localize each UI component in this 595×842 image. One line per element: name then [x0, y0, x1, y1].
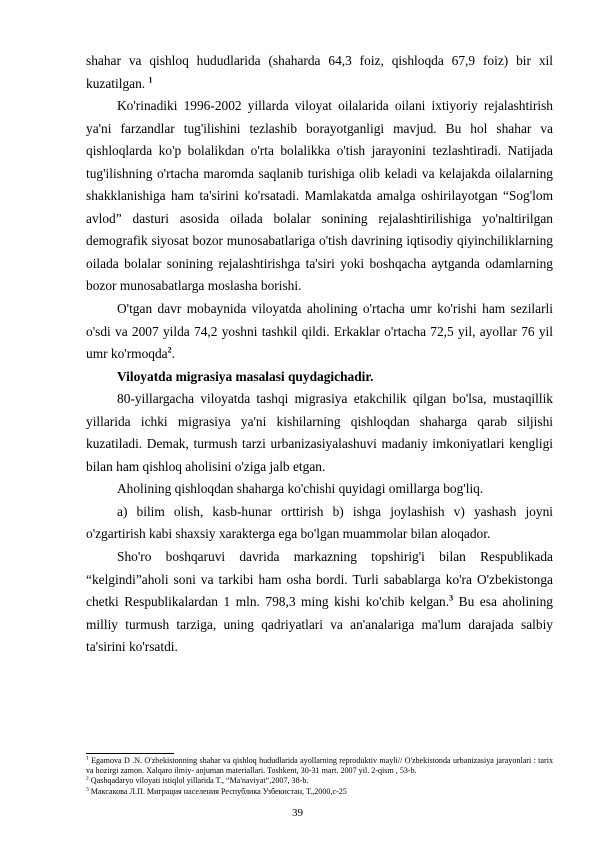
footnote-2-text: Qashqadaryo viloyati istiqlol yillarida T., “Ma'naviyat”,2007, 38-b. [88, 776, 309, 786]
footnote-ref-3[interactable]: 3 [449, 593, 454, 603]
paragraph-3-text: O'tgan davr mobaynida viloyatda aholining o'rtacha umr ko'rishi ham sezilarli o'sdi va 2007 yilda 74,2 yoshni tashkil qildi. Erkaklar o'rtacha 72,5 yil, ayollar 76 yil umr ko'rmoqda [86, 301, 553, 362]
footnote-1-text: Egamova D .N. O'zbekistonning shahar va qishloq hududlarida ayollarning reproduktiv mayli// O'zbekistonda urbanizasiya jarayonlari : tarix va hozirgi zamon. Xalqaro ilmiy- anjuman materiallari. Toshkent, 30-31 mart. 2007 yil. 2-qism , 53-b. [86, 756, 553, 776]
section-heading: Viloyatda migrasiya masalasi quydagichadir. [117, 368, 374, 384]
paragraph-7-continuation: Bu esa aholining milliy turmush tarziga, uning qadriyatlari va an'analariga ma'lum darajada salbiy ta'sirini ko'rsatdi. [86, 594, 553, 655]
footnote-1-number: 1 [86, 755, 89, 762]
footnote-1 [86, 756, 553, 776]
footnotes [86, 756, 553, 797]
paragraph-6: a) bilim olish, kasb-hunar orttirish b) ishga joylashish v) yashash joyni o'zgartirish kabi shaxsiy xarakterga ega bo'lgan muammolar bilan aloqador. [86, 503, 553, 542]
footnote-3 [86, 787, 553, 797]
paragraph-7-text: Sho'ro boshqaruvi davrida markazning topshirig'i bilan Respublikada “kelgindi”aholi soni va tarkibi ham osha bordi. Turli sabablarga ko'ra O'zbekistonga chetki Respublikalardan 1 mln. 798,3 ming kishi ko'chib kelgan. [86, 549, 553, 610]
body-text [86, 50, 553, 659]
footnote-2 [86, 776, 553, 786]
paragraph-1-text: shahar va qishloq hududlarida (shaharda 64,3 foiz, qishloqda 67,9 foiz) bir xil kuzatilgan. [86, 53, 553, 91]
paragraph-3-end: . [171, 346, 175, 362]
page-number: 39 [292, 807, 303, 819]
footnote-3-text: Максакова Л.П. Миграция населения Республика Узбекистан, Т.,2000,с-25 [88, 786, 347, 796]
paragraph-5: Aholining qishloqdan shaharga ko'chishi quyidagi omillarga bog'liq. [117, 481, 484, 497]
footnote-separator [86, 753, 174, 754]
paragraph-2: Ko'rinadiki 1996-2002 yillarda viloyat oilalarida oilani ixtiyoriy rejalashtirish ya'ni farzandlar tug'ilishini tezlashib borayotganligi mavjud. Bu hol shahar va qishloqlarda ko'p bolalikdan o'rta bolalikka o'tish jarayonini tezlashtiradi. Natijada tug'ilishning o'rtacha maromda saqlanib turishiga olib keladi va kelajakda oilalarning shakklanishiga ham ta'sirini ko'rsatadi. Mamlakatda amalga oshirilayotgan “Sog'lom avlod” dasturi asosida oilada bolalar sonining rejalashtirilishiga yo'naltirilgan demografik siyosat bozor munosabatlariga o'tish davrining iqtisodiy qiyinchiliklarning oilada bolalar sonining rejalashtirishga ta'siri yoki boshqacha aytganda odamlarning bozor munosabatlarga moslasha borishi. [86, 98, 553, 294]
footnote-ref-1[interactable]: 1 [148, 75, 153, 85]
paragraph-7 [86, 546, 553, 659]
footnote-2-number: 2 [86, 775, 89, 782]
paragraph-3 [86, 298, 553, 366]
paragraph-1 [86, 50, 553, 95]
footnote-3-number: 3 [86, 785, 89, 792]
footnote-ref-2[interactable]: 2 [167, 345, 172, 355]
paragraph-4: 80-yillargacha viloyatda tashqi migrasiya etakchilik qilgan bo'lsa, mustaqillik yillarida ichki migrasiya ya'ni kishilarning qishloqdan shaharga qarab siljishi kuzatiladi. Demak, turmush tarzi urbanizasiyalashuvi madaniy imkoniyatlari kengligi bilan ham qishloq aholisini o'ziga jalb etgan. [86, 391, 553, 474]
